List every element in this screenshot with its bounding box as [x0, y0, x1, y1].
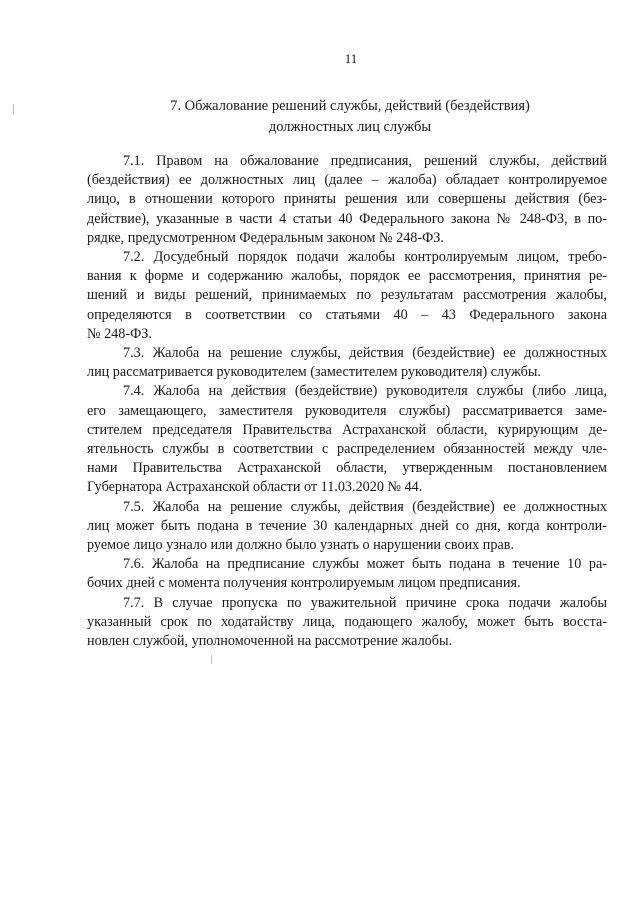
paragraph-line: лицо, в отношении которого приняты решения или совершены действия (без- [87, 191, 607, 208]
paragraph-line: 7.3. Жалоба на решение службы, действия (бездействие) ее должностных [123, 345, 607, 362]
paragraph-line: вания к форме и содержанию жалобы, порядок ее рассмотрения, принятия ре- [87, 268, 607, 285]
paragraph-line: Губернатора Астраханской области от 11.03.2020 № 44. [87, 479, 423, 496]
paragraph-line: бочих дней с момента получения контролируемым лицом предписания. [87, 575, 521, 592]
paragraph-line: (бездействия) ее должностных лиц (далее – жалоба) обладает контролируемое [87, 172, 607, 189]
paragraph-line: ятельность службы в соответствии с распределением обязанностей между чле- [87, 441, 607, 458]
paragraph-line: нами Правительства Астраханской области, утвержденным постановлением [87, 460, 607, 477]
paragraph-line: № 248-ФЗ. [87, 325, 152, 342]
paragraph-line: 7.7. В случае пропуска по уважительной причине срока подачи жалобы [123, 594, 607, 611]
paragraph-line: шений и виды решений, принимаемых по результатам рассмотрения жалобы, [87, 287, 607, 304]
paragraph-line: лиц рассматривается руководителем (заместителем руководителя) службы. [87, 364, 541, 381]
section-title-line: 7. Обжалование решений службы, действий (бездействия) [170, 98, 530, 114]
paragraph-line: указанный срок по ходатайству лица, подающего жалобу, может быть восста- [87, 613, 607, 630]
paragraph-7 [87, 594, 607, 652]
paragraph-6 [87, 555, 607, 593]
paragraph-line: 7.2. Досудебный порядок подачи жалобы контролируемым лицом, требо- [123, 249, 607, 266]
paragraph-line: 7.1. Правом на обжалование предписания, решений службы, действий [123, 153, 607, 169]
paragraph-line: 7.6. Жалоба на предписание службы может быть подана в течение 10 ра- [123, 556, 607, 573]
paragraph-line: определяются в соответствии со статьями 40 – 43 Федерального закона [87, 306, 607, 323]
section-title-line: должностных лиц службы [268, 119, 432, 135]
paragraph-line: руемое лицо узнало или должно было узнать о нарушении своих прав. [87, 537, 515, 554]
paragraph-line: действие), указанные в части 4 статьи 40 Федерального закона № 248-ФЗ, в по- [87, 210, 607, 227]
paragraph-4 [87, 382, 607, 497]
body-text [87, 152, 607, 651]
scan-speck [13, 104, 14, 114]
paragraph-line: его замещающего, заместителя руководителя службы) рассматривается заме- [87, 402, 607, 419]
page-number: 11 [344, 51, 358, 66]
paragraph-line: стителем председателя Правительства Астраханской области, курирующим де- [87, 421, 607, 438]
section-title [110, 96, 590, 138]
paragraph-line: 7.4. Жалоба на действия (бездействие) руководителя службы (либо лица, [123, 383, 607, 400]
paragraph-line: лиц может быть подана в течение 30 календарных дней со дня, когда контроли- [87, 517, 607, 534]
paragraph-3 [87, 344, 607, 382]
paragraph-1 [87, 152, 607, 248]
paragraph-line: рядке, предусмотренном Федеральным законом № 248-ФЗ. [87, 229, 444, 246]
paragraph-line: новлен службой, уполномоченной на рассмотрение жалобы. [87, 633, 453, 650]
scan-speck [211, 655, 212, 664]
paragraph-2 [87, 248, 607, 344]
paragraph-line: 7.5. Жалоба на решение службы, действия (бездействие) ее должностных [123, 498, 607, 515]
paragraph-5 [87, 498, 607, 556]
